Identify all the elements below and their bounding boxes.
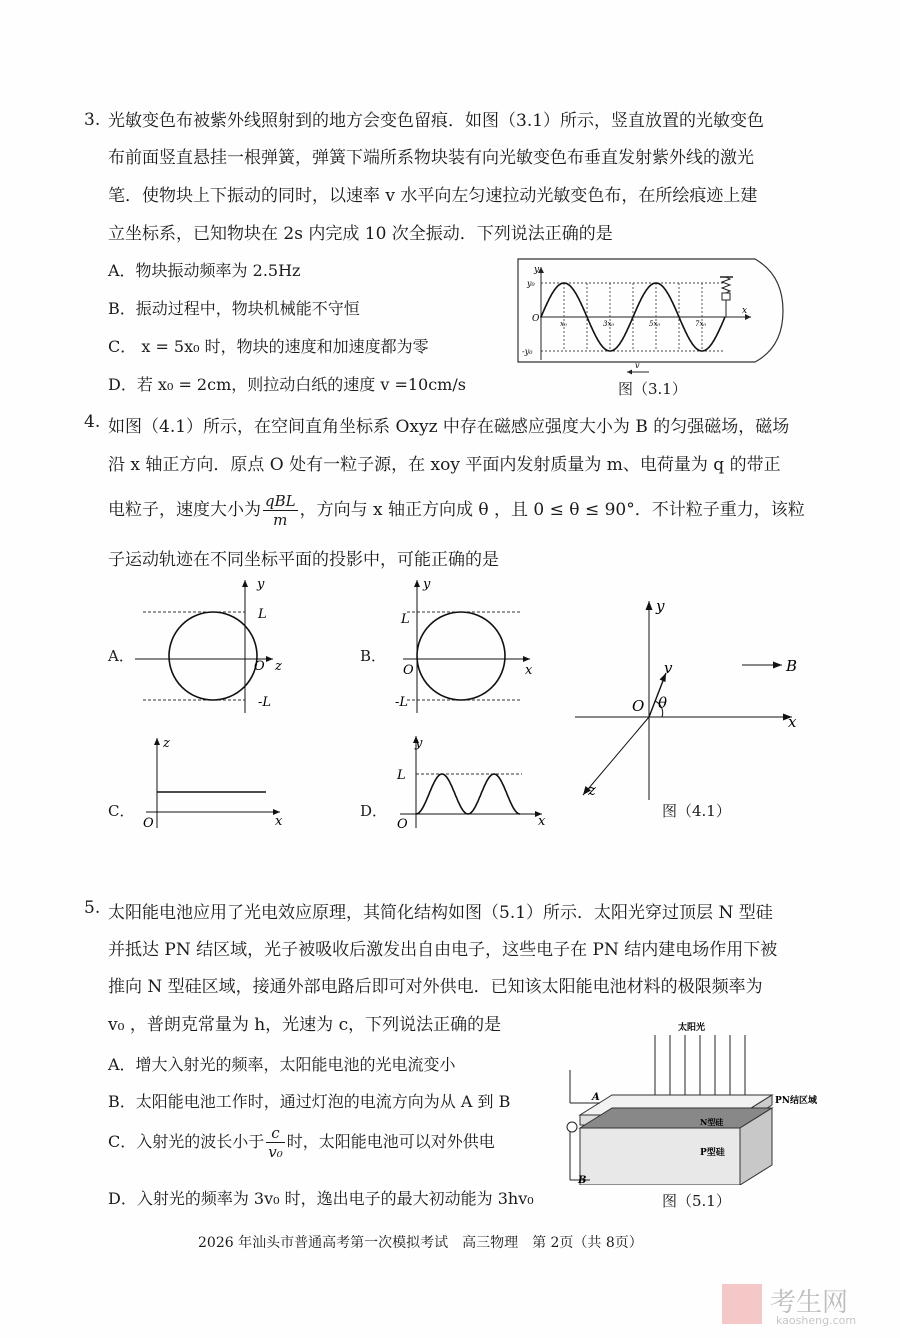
q4-line-2: 沿 x 轴正方向．原点 O 处有一粒子源，在 xoy 平面内发射质量为 m、电荷量为 q 的带正 [108, 455, 781, 475]
q5-option-c-pre: C．入射光的波长小于 [108, 1132, 265, 1151]
q3-line-2: 布前面竖直悬挂一根弹簧，弹簧下端所系物块装有向光敏变色布垂直发射紫外线的激光 [108, 148, 754, 168]
frac-numerator: c [266, 1124, 285, 1143]
q5-line-3: 推向 N 型硅区域，接通外部电路后即可对外供电．已知该太阳能电池材料的极限频率为 [108, 977, 763, 997]
fig-a-z: z [275, 659, 282, 674]
fig-b-L: L [401, 612, 410, 627]
figure-3-1 [515, 255, 785, 390]
page-footer: 2026 年汕头市普通高考第一次模拟考试 高三物理 第 2页（共 8页） [198, 1235, 643, 1251]
q3-number: 3. [84, 110, 101, 130]
fig5-A-label: A [592, 1092, 600, 1103]
fig-a-negL: -L [258, 695, 272, 710]
q4-figure-d [392, 732, 552, 832]
fig5-n-label: N型硅 [700, 1117, 724, 1127]
fig3-origin: O [532, 314, 540, 324]
q4-figure-b [385, 575, 545, 715]
q5-option-d: D．入射光的频率为 3v₀ 时，逸出电子的最大初动能为 3hv₀ [108, 1189, 534, 1208]
fig-a-origin: O [254, 659, 265, 674]
figure-3-1-caption: 图（3.1） [618, 380, 687, 398]
q5-line-2: 并抵达 PN 结区域，光子被吸收后激发出自由电子，这些电子在 PN 结内建电场作用下被 [108, 940, 778, 960]
q5-number: 5. [84, 898, 101, 918]
q4-option-a-label: A． [108, 647, 134, 665]
fig41-y: y [656, 597, 665, 615]
figure-4-1 [570, 595, 800, 805]
q4-velocity-fraction [263, 492, 298, 529]
fig3-tick: 7x₀ [695, 320, 707, 328]
fig5-p-label: P型硅 [700, 1148, 725, 1158]
fig-d-L: L [397, 768, 406, 783]
fig41-x: x [788, 713, 797, 731]
q3-option-b: B．振动过程中，物块机械能不守恒 [108, 299, 360, 318]
fig-b-origin: O [403, 663, 414, 678]
q3-option-a: A．物块振动频率为 2.5Hz [108, 261, 301, 280]
fig-b-y: y [423, 577, 431, 592]
watermark-brand: 考生网 [770, 1288, 849, 1318]
fig-d-y: y [415, 736, 423, 751]
q4-figure-c [140, 732, 290, 832]
fig5-pn-label: PN结区域 [775, 1096, 817, 1106]
q5-wavelength-fraction [266, 1124, 285, 1161]
q5-option-c-post: 时，太阳能电池可以对外供电 [286, 1132, 495, 1151]
fig3-y-label: y [534, 265, 540, 275]
fig3-tick: 3x₀ [603, 320, 615, 328]
q3-line-4: 立坐标系，已知物块在 2s 内完成 10 次全振动．下列说法正确的是 [108, 224, 613, 244]
fig-a-L: L [258, 607, 267, 622]
fig3-neg-y0: -y₀ [522, 347, 533, 356]
fig-d-origin: O [397, 817, 408, 832]
q3-line-1: 光敏变色布被紫外线照射到的地方会变色留痕．如图（3.1）所示，竖直放置的光敏变色 [108, 111, 765, 131]
q5-line-4: v₀ ，普朗克常量为 h，光速为 c，下列说法正确的是 [108, 1015, 502, 1035]
figure-4-1-caption: 图（4.1） [662, 802, 731, 820]
q4-line-1: 如图（4.1）所示，在空间直角坐标系 Oxyz 中存在磁感应强度大小为 B 的匀强磁场，磁场 [108, 417, 790, 437]
fig5-sunlight-label: 太阳光 [678, 1023, 706, 1033]
figure-5-1-caption: 图（5.1） [662, 1192, 731, 1210]
fig-c-origin: O [143, 816, 154, 831]
q5-option-c [108, 1124, 495, 1161]
q4-figure-a [135, 575, 295, 715]
frac-denominator: v₀ [268, 1143, 283, 1161]
kaosheng-watermark [722, 1280, 872, 1332]
q4-number: 4. [84, 412, 101, 432]
watermark-logo [722, 1284, 762, 1324]
fig-b-x: x [525, 663, 533, 678]
q5-option-a: A．增大入射光的频率，太阳能电池的光电流变小 [108, 1055, 456, 1074]
fig5-B-label: B [578, 1175, 587, 1185]
q3-option-d: D．若 x₀ = 2cm，则拉动白纸的速度 v =10cm/s [108, 375, 466, 394]
fig-d-x: x [538, 814, 546, 829]
q4-line-3 [108, 492, 805, 529]
q4-option-c-label: C． [108, 802, 135, 820]
watermark-url: kaosheng.com [776, 1314, 857, 1327]
fig3-tick: 5x₀ [649, 320, 661, 328]
fig3-y0: y₀ [527, 279, 535, 288]
fig3-velocity-label: v [635, 361, 640, 370]
q5-line-1: 太阳能电池应用了光电效应原理，其简化结构如图（5.1）所示．太阳光穿过顶层 N 型硅 [108, 903, 773, 923]
fig41-origin: O [632, 697, 645, 715]
fig-c-z: z [163, 736, 170, 751]
fig41-v: v [664, 659, 673, 677]
fig3-tick: x₀ [560, 320, 567, 328]
fig-c-x: x [275, 814, 283, 829]
fig41-theta: θ [658, 694, 668, 712]
fig3-x-label: x [742, 306, 748, 316]
q4-option-b-label: B． [360, 647, 387, 665]
frac-numerator: qBL [265, 492, 296, 510]
fig-a-y: y [257, 577, 265, 592]
q4-line-3-pre: 电粒子，速度大小为 [108, 500, 261, 520]
q3-line-3: 笔．使物块上下振动的同时，以速率 v 水平向左匀速拉动光敏变色布，在所绘痕迹上建 [108, 186, 758, 206]
fig-b-negL: -L [395, 695, 409, 710]
q5-option-b: B．太阳能电池工作时，通过灯泡的电流方向为从 A 到 B [108, 1092, 511, 1111]
q4-line-3-post: ，方向与 x 轴正方向成 θ ，且 0 ≤ θ ≤ 90°．不计粒子重力，该粒 [299, 500, 805, 520]
q3-option-c: C． x = 5x₀ 时，物块的速度和加速度都为零 [108, 337, 429, 356]
q4-line-4: 子运动轨迹在不同坐标平面的投影中，可能正确的是 [108, 550, 499, 570]
figure-5-1 [560, 1015, 840, 1185]
q4-option-d-label: D． [360, 802, 388, 820]
fig41-B: B [786, 657, 798, 675]
fig41-z: z [588, 781, 596, 799]
frac-denominator: m [273, 511, 288, 529]
